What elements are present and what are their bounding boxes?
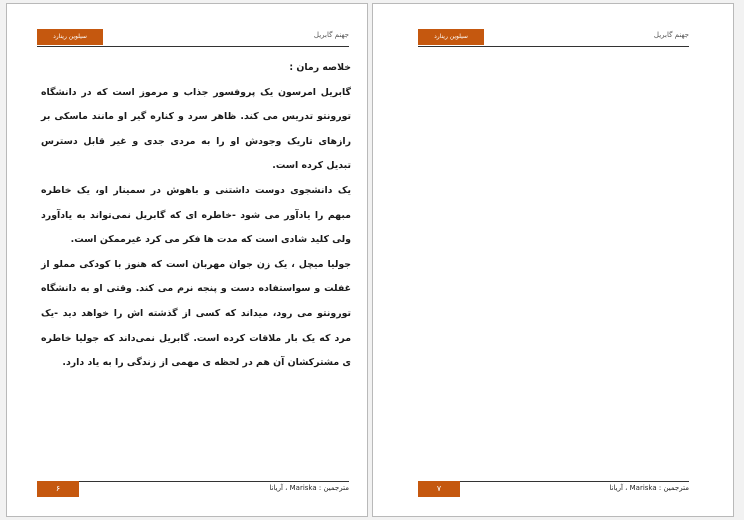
footer-rule: [37, 481, 349, 482]
paragraph-1: گابریل امرسون یک پروفسور جذاب و مرموز است که در دانشگاه تورونتو تدریس می کند. ظاهر سرد و کناره گیر او مانند ماسکی بر رازهای تاریک وجودش او را به مردی جدی و غیر قابل دسترس تبدیل کرده است.: [41, 86, 351, 172]
paragraph-3: جولیا میچل ، یک زن جوان مهربان است که هنوز با کودکی مملو از غفلت و سواستفاده دست و پنجه نرم می کند. وقتی او به دانشگاه تورونتو می رود، میداند که کسی از گذشته اش را خواهد دید -یک مرد که یک بار ملاقات کرده است. گابریل نمی‌داند که جولیا خاطره ی مشترکشان آن هم در لحظه ی مهمی از زندگی را به یاد دارد.: [41, 258, 351, 369]
page-number: ۶: [37, 481, 79, 497]
header-rule: [418, 46, 689, 47]
footer-translators: مترجمین : Mariska ، آریانا: [609, 484, 689, 492]
section-heading: خلاصه رمان :: [289, 62, 351, 73]
header-book-title: جهنم گابریل: [653, 31, 689, 39]
header-author-tab: سیلوین رینارد: [37, 29, 103, 45]
header-author-tab: سیلوین رینارد: [418, 29, 484, 45]
left-page: [6, 3, 368, 517]
header-rule: [37, 46, 349, 47]
right-page: [372, 3, 734, 517]
paragraph-2: یک دانشجوی دوست داشتنی و باهوش در سمینار او، یک خاطره مبهم را یادآور می شود -خاطره ای که گابریل نمی‌تواند به یادآورد ولی کلید شادی است که مدت ها فکر می کرد غیرممکن است.: [41, 184, 351, 246]
page-number: ۷: [418, 481, 460, 497]
footer-translators: مترجمین : Mariska ، آریانا: [269, 484, 349, 492]
header-book-title: جهنم گابریل: [313, 31, 349, 39]
page-body: [41, 56, 351, 376]
